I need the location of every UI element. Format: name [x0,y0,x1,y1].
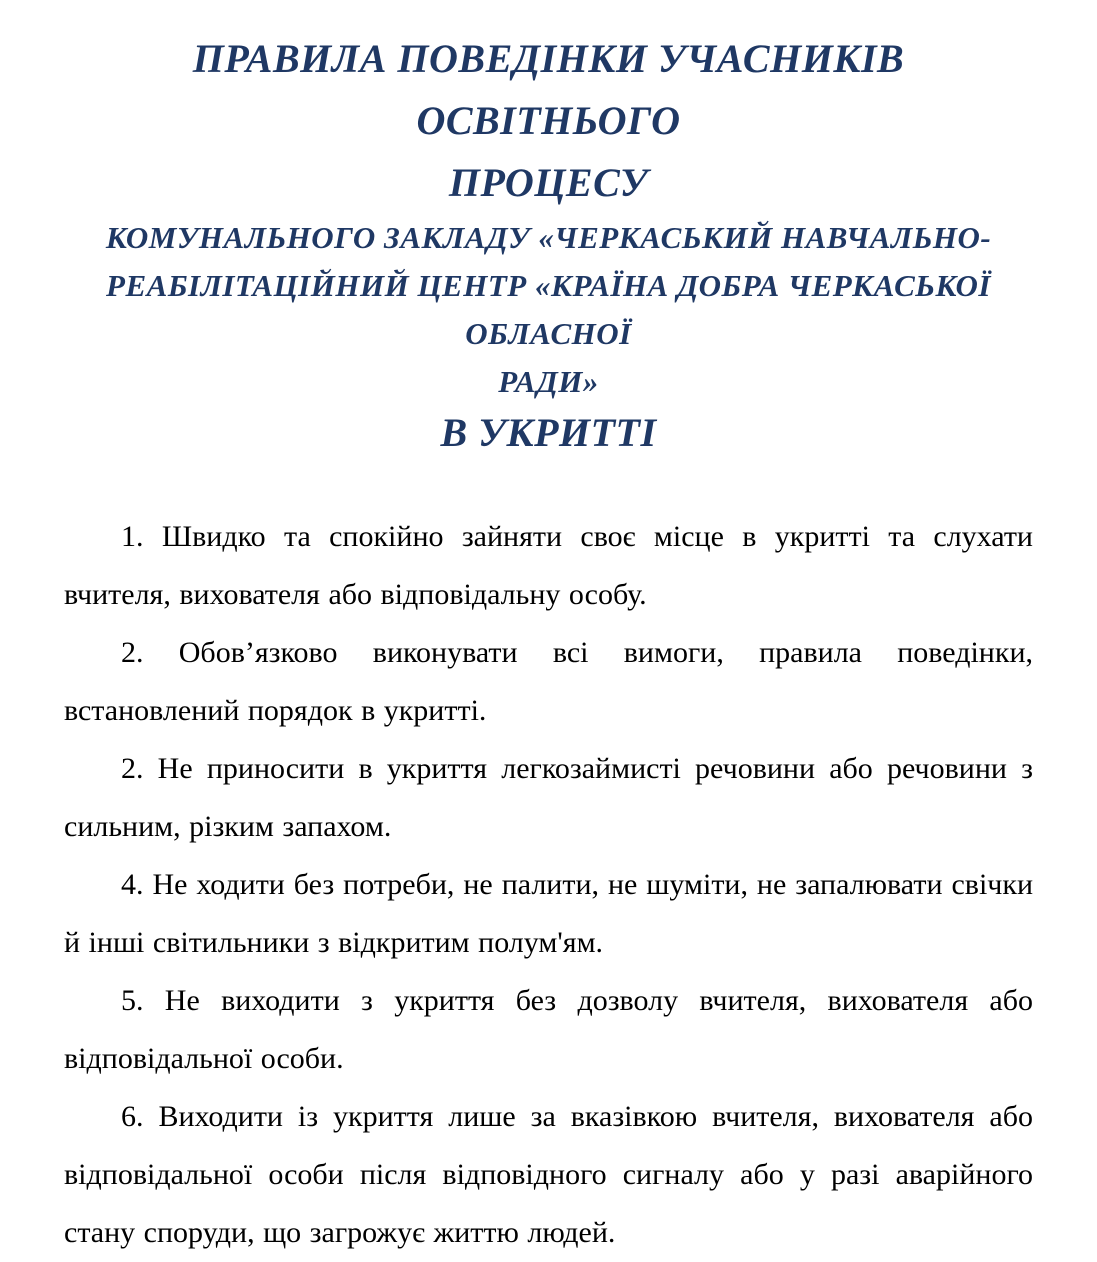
rule-paragraph-1: 1. Швидко та спокійно зайняти своє місце в укритті та слухати вчителя, вихователя або відповідальну особу. [64,520,1033,611]
rule-paragraph-6: 6. Виходити із укриття лише за вказівкою вчителя, вихователя або відповідальної особи після відповідного сигналу або у разі аварійного стану споруди, що загрожує життю людей. [64,1100,1033,1249]
document-subtitle-line-2: РЕАБІЛІТАЦІЙНИЙ ЦЕНТР «КРАЇНА ДОБРА ЧЕРКАСЬКОЇ ОБЛАСНОЇ [106,268,991,351]
document-title-line-2: ПРОЦЕСУ [448,160,649,205]
document-subtitle-line-3: РАДИ» [498,364,599,399]
document-location-heading: В УКРИТТІ [440,410,657,455]
document-heading [64,28,1033,458]
document-title-line-1: ПРАВИЛА ПОВЕДІНКИ УЧАСНИКІВ ОСВІТНЬОГО [192,36,905,143]
rule-paragraph-4: 4. Не ходити без потреби, не палити, не шуміти, не запалювати свічки й інші світильники з відкритим полум'ям. [64,868,1033,959]
document-subtitle-line-1: КОМУНАЛЬНОГО ЗАКЛАДУ «ЧЕРКАСЬКИЙ НАВЧАЛЬНО- [105,220,992,255]
rules-list [64,508,1033,1262]
rule-paragraph-3: 2. Не приносити в укриття легкозаймисті речовини або речовини з сильним, різким запахом. [64,752,1033,843]
rule-paragraph-2: 2. Обов’язково виконувати всі вимоги, правила поведінки, встановлений порядок в укритті. [64,636,1033,727]
rule-paragraph-5: 5. Не виходити з укриття без дозволу вчителя, вихователя або відповідальної особи. [64,984,1033,1075]
